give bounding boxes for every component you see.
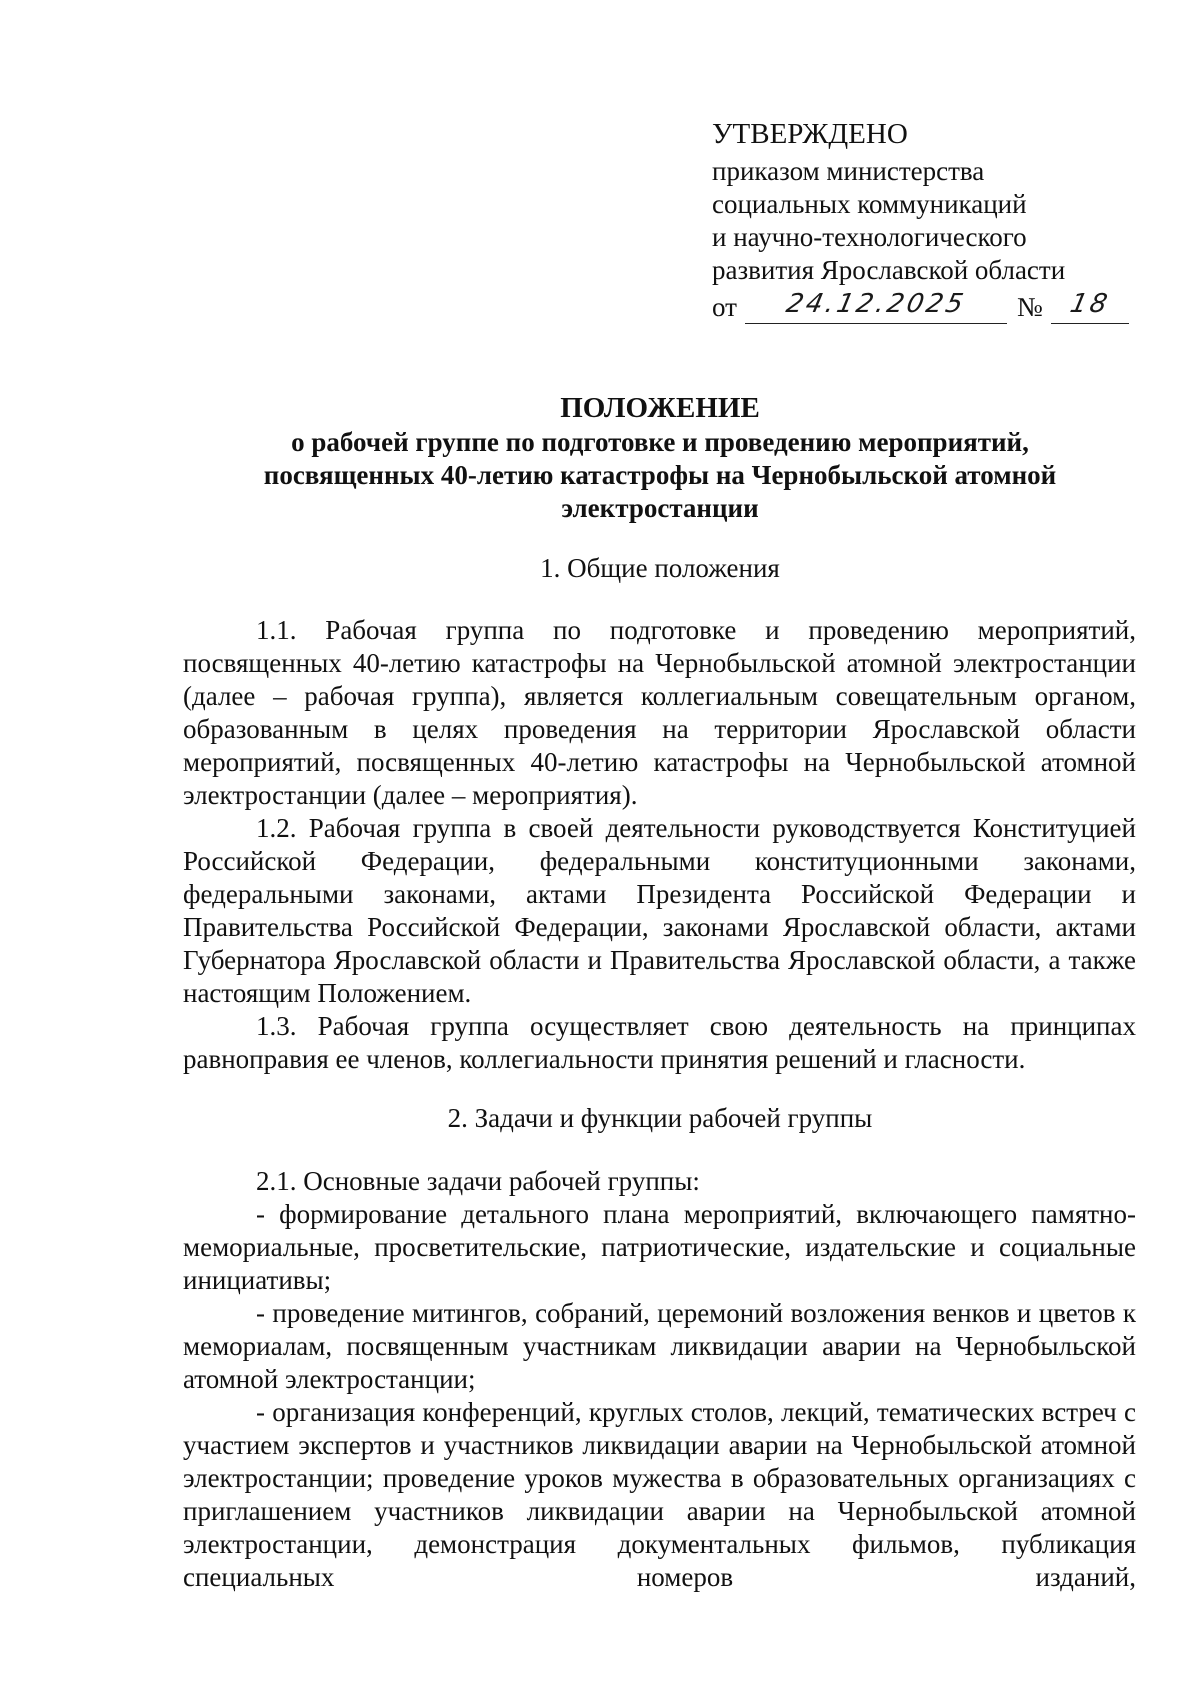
section-2-body	[183, 1165, 1136, 1594]
approval-line: развития Ярославской области	[712, 255, 1066, 285]
date-number-row	[712, 289, 1132, 324]
section-1-heading: 1. Общие положения	[540, 553, 780, 583]
paragraph-1-3: 1.3. Рабочая группа осуществляет свою деятельность на принципах равноправия ее членов, коллегиальности принятия решений и гласности.	[183, 1011, 1136, 1074]
section-2-heading: 2. Задачи и функции рабочей группы	[447, 1103, 873, 1133]
section-1-body	[183, 614, 1136, 1076]
paragraph-1-2: 1.2. Рабочая группа в своей деятельности руководствуется Конституцией Российской Федерации, федеральными конституционными законами, федеральными законами, актами Президента Российской Федерации и Правительства Российской Федерации, законами Ярославской области, актами Губернатора Ярославской области и Правительства Ярославской области, а также настоящим Положением.	[183, 813, 1136, 1008]
list-item: - организация конференций, круглых столов, лекций, тематических встреч с участием экспертов и участников ликвидации аварии на Чернобыльской атомной электростанции; проведение уроков мужества в образовательных организациях с приглашением участников ликвидации аварии на Чернобыльской атомной электростанции, демонстрация документальных фильмов, публикация специальных номеров изданий,	[183, 1397, 1136, 1592]
title-sub-line: о рабочей группе по подготовке и проведению мероприятий,	[291, 427, 1029, 457]
approval-line: приказом министерства	[712, 156, 985, 186]
number-label: №	[1016, 292, 1043, 322]
approval-line: и научно-технологического	[712, 222, 1027, 252]
approval-stamp-block	[712, 118, 1132, 324]
approval-heading: УТВЕРЖДЕНО	[712, 118, 908, 150]
title-sub-line: электростанции	[561, 493, 759, 523]
title-sub-line: посвященных 40-летию катастрофы на Чернобыльской атомной	[263, 460, 1057, 490]
date-prefix: от	[712, 292, 737, 322]
title-main: ПОЛОЖЕНИЕ	[560, 392, 760, 424]
handwritten-date: 24.12.2025	[783, 289, 969, 319]
handwritten-number: 18	[1067, 289, 1113, 319]
approval-line: социальных коммуникаций	[712, 189, 1027, 219]
list-item: - формирование детального плана мероприятий, включающего памятно-мемориальные, просветительские, патриотические, издательские и социальные инициативы;	[183, 1199, 1136, 1295]
paragraph-1-1: 1.1. Рабочая группа по подготовке и проведению мероприятий, посвященных 40-летию катастрофы на Чернобыльской атомной электростанции (далее – рабочая группа), является коллегиальным совещательным органом, образованным в целях проведения на территории Ярославской области мероприятий, посвященных 40-летию катастрофы на Чернобыльской атомной электростанции (далее – мероприятия).	[183, 615, 1136, 810]
number-underline	[1051, 289, 1129, 324]
paragraph-2-1: 2.1. Основные задачи рабочей группы:	[256, 1166, 700, 1196]
document-title	[180, 390, 1140, 525]
list-item: - проведение митингов, собраний, церемоний возложения венков и цветов к мемориалам, посвященным участникам ликвидации аварии на Чернобыльской атомной электростанции;	[183, 1298, 1136, 1394]
date-underline	[745, 289, 1007, 324]
